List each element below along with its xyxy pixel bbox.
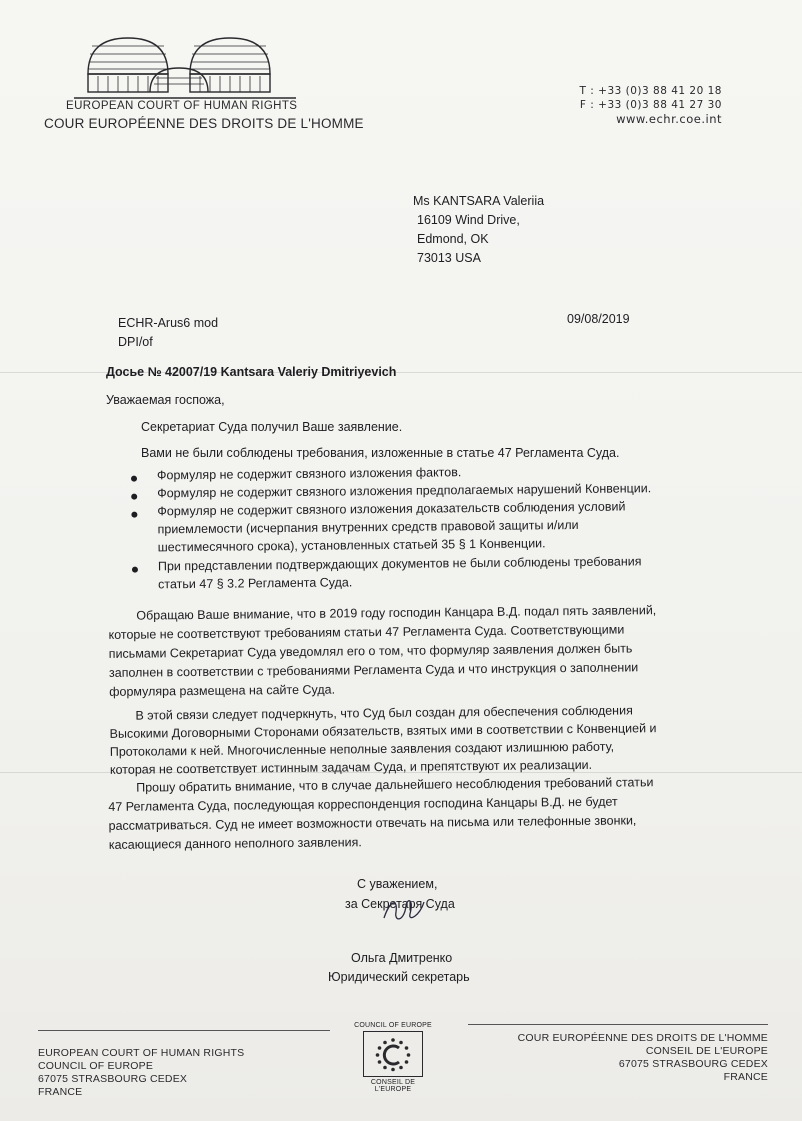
bullet-marker [131, 494, 137, 500]
dossier-heading: Досье № 42007/19 Kantsara Valeriy Dmitriyevich [106, 365, 397, 379]
footer-address-en [38, 1047, 244, 1099]
text-line: которые не соответствуют требованиям статьи 47 Регламента Суда. Соответствующими [108, 622, 625, 642]
coe-label-en: COUNCIL OF EUROPE [354, 1022, 432, 1029]
list-item: При представлении подтверждающих документов не были соблюдены требования [157, 554, 642, 574]
text-line: Протоколами к ней. Многочисленные неполные заявления создают излишнюю работу, [109, 739, 615, 759]
recipient-address [413, 192, 544, 268]
text-line: Обращаю Ваше внимание, что в 2019 году господин Канцара В.Д. подал пять заявлений, [136, 603, 657, 623]
footer-line: EUROPEAN COURT OF HUMAN RIGHTS [38, 1047, 245, 1059]
list-item: Формуляр не содержит связного изложения фактов. [156, 465, 462, 483]
text-line: заполнен в соответствии с требованиями Регламента Суда и что инструкция о заполнении [108, 660, 639, 680]
salutation: Уважаемая госпожа, [106, 393, 225, 407]
recipient-street: 16109 Wind Drive, [417, 213, 520, 227]
bullet-marker [131, 512, 137, 518]
recipient-zip: 73013 USA [417, 251, 481, 265]
court-name-fr: COUR EUROPÉENNE DES DROITS DE L'HOMME [44, 116, 364, 131]
footer-line: FRANCE [38, 1086, 83, 1098]
reference-code: ECHR-Arus6 mod [118, 316, 219, 330]
text-line: формуляра размещена на сайте Суда. [109, 682, 336, 699]
recipient-city: Edmond, OK [417, 232, 489, 246]
council-of-europe-logo [352, 1022, 434, 1093]
footer-divider [468, 1024, 768, 1025]
footer-line: FRANCE [723, 1071, 768, 1083]
bullet-marker [132, 567, 138, 573]
recipient-name: Ms KANTSARA Valeriia [413, 194, 545, 208]
phone-number: T : +33 (0)3 88 41 20 18 [579, 85, 722, 97]
text-line: письмами Секретариат Суда уведомлял его о том, что формуляр заявления должен быть [108, 641, 633, 661]
coe-emblem [363, 1031, 423, 1077]
text-line: Прошу обратить внимание, что в случае дальнейшего несоблюдения требований статьи [136, 775, 654, 795]
list-item: Формуляр не содержит связного изложения предполагаемых нарушений Конвенции. [157, 481, 652, 501]
signatory-name: Ольга Дмитренко [351, 951, 453, 965]
handwritten-signature [380, 892, 428, 928]
reference-initials: DPI/of [118, 335, 153, 349]
footer-line: COUNCIL OF EUROPE [38, 1060, 154, 1072]
list-item-continued: приемлемости (исчерпания внутренних средств правовой защиты и/или [157, 517, 579, 537]
bullet-marker [131, 476, 137, 482]
text-line: 47 Регламента Суда, последующая корреспонденция господина Канцары В.Д. не будет [108, 794, 618, 814]
list-item-continued: статьи 47 § 3.2 Регламента Суда. [158, 575, 353, 592]
text-line: которая не соответствует истинным задачам Суда, и препятствуют их реализации. [109, 757, 593, 777]
reference-block [118, 314, 218, 352]
footer-line: COUR EUROPÉENNE DES DROITS DE L'HOMME [517, 1032, 768, 1044]
text-line: Высокими Договорными Сторонами обязательств, взятых ими в соответствии с Конвенцией и [109, 721, 657, 741]
text-line: касающиеся данного неполного заявления. [108, 835, 362, 852]
footer-line: CONSEIL DE L'EUROPE [645, 1045, 768, 1057]
coe-label-fr: CONSEIL DE L'EUROPE [370, 1079, 416, 1093]
signature-for-line: за Секретаря Суда [345, 897, 455, 911]
footer-divider [38, 1030, 330, 1031]
court-name-en: EUROPEAN COURT OF HUMAN RIGHTS [66, 100, 298, 112]
paragraph-received: Секретариат Суда получил Ваше заявление. [141, 420, 403, 434]
list-item-continued: шестимесячного срока), установленных статьей 35 § 1 Конвенции. [157, 536, 546, 555]
paragraph-requirements: Вами не были соблюдены требования, изложенные в статье 47 Регламента Суда. [141, 446, 620, 460]
text-line: рассматриваться. Суд не имеет возможности отвечать на письма или телефонные звонки, [108, 813, 637, 833]
letter-date: 09/08/2019 [567, 312, 630, 326]
contact-block [580, 84, 722, 126]
list-item: Формуляр не содержит связного изложения доказательств соблюдения условий [157, 499, 626, 519]
stars-circle-icon [373, 1036, 413, 1072]
signatory-title: Юридический секретарь [328, 970, 470, 984]
footer-address-fr [518, 1032, 768, 1084]
footer-line: 67075 STRASBOURG CEDEX [618, 1058, 768, 1070]
fax-number: F : +33 (0)3 88 41 27 30 [579, 99, 722, 111]
website: www.echr.coe.int [616, 112, 722, 126]
footer-line: 67075 STRASBOURG CEDEX [38, 1073, 188, 1085]
text-line: В этой связи следует подчеркнуть, что Суд был создан для обеспечения соблюдения [135, 703, 633, 723]
closing: С уважением, [357, 877, 438, 891]
